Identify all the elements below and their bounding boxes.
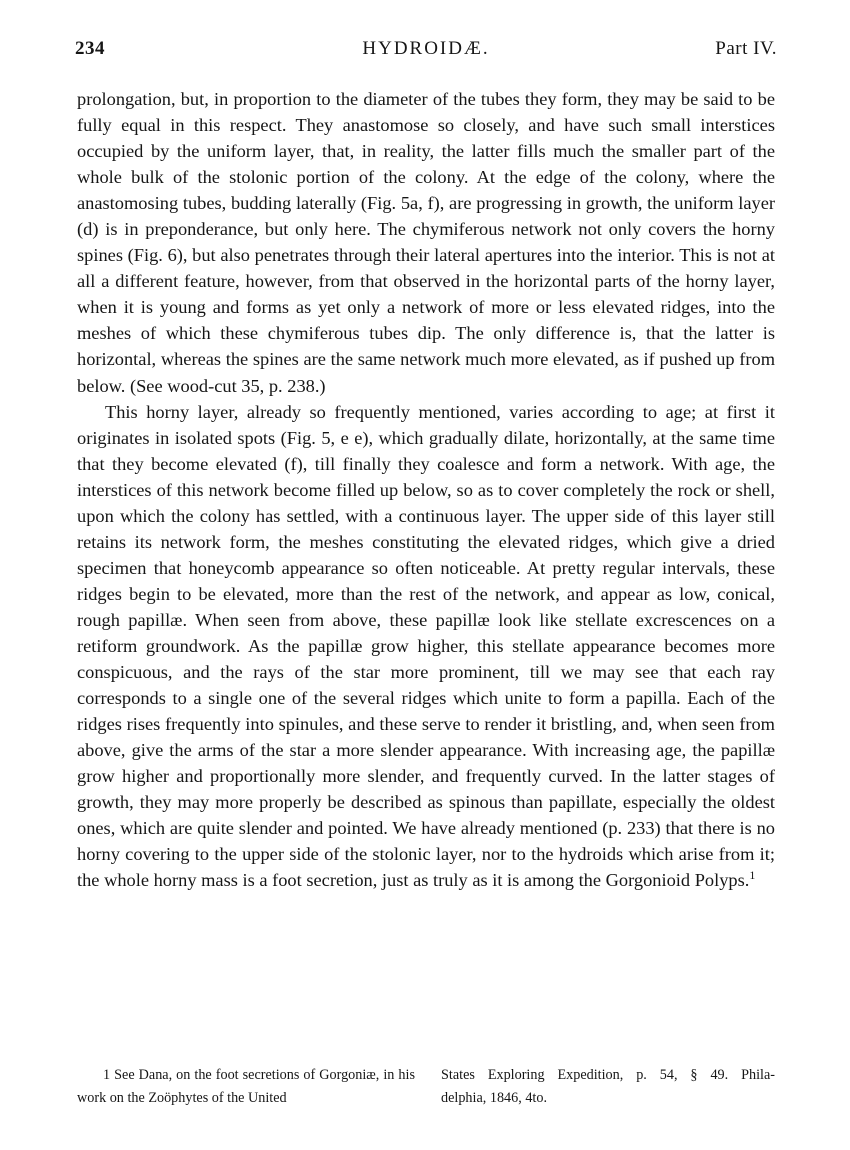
footnote-left-column: 1 See Dana, on the foot secretions of Gorgoniæ, in his work on the Zoöphytes of the United: [77, 1067, 415, 1106]
footnote-right-line-2: delphia, 1846, 4to.: [441, 1090, 547, 1106]
paragraph-2-text: This horny layer, already so frequently mentioned, varies according to age; at first it originates in isolated spots (Fig. 5, e e), which gradually dilate, horizontally, at the same time that they become elevated (f), till finally they coalesce and form a network. With age, the interstices of this network become filled up below, so as to cover completely the rock or shell, upon which the colony has settled, with a continuous layer. The upper side of this layer still retains its network form, the meshes constituting the elevated ridges, which give a dried specimen that honeycomb appearance so often noticeable. At pretty regular intervals, these ridges begin to be elevated, more than the rest of the network, and appear as low, conical, rough papillæ. When seen from above, these papillæ look like stellate excrescences on a retiform groundwork. As the papillæ grow higher, this stellate appearance becomes more conspicuous, and the rays of the star more prominent, till we may see that each ray corresponds to a single one of the several ridges which unite to form a papilla. Each of the ridges rises frequently into spinules, and these serve to render it bristling, and, when seen from above, give the arms of the star a more slender appearance. With increasing age, the papillæ grow higher and proportionally more slender, and frequently curved. In the latter stages of growth, they may more properly be described as spinous than papillate, especially the oldest ones, which are quite slender and pointed. We have already mentioned (p. 233) that there is no horny covering to the upper side of the stolonic layer, nor to the hydroids which arise from it; the whole horny mass is a foot secretion, just as truly as it is among the Gorgonioid Polyps.: [77, 401, 775, 891]
paragraph-1: prolongation, but, in proportion to the diameter of the tubes they form, they may be said to be fully equal in this respect. They anastomose so closely, and have such small interstices occupied by the uniform layer, that, in reality, the latter fills much the smaller part of the whole bulk of the stolonic portion of the colony. At the edge of the colony, where the anastomosing tubes, budding laterally (Fig. 5a, f), are progressing in growth, the uniform layer (d) is in preponderance, but only here. The chymiferous network not only covers the horny spines (Fig. 6), but also penetrates through their lateral apertures into the interior. This is not at all a different feature, however, from that observed in the horizontal parts of the horny layer, when it is young and forms as yet only a network of more or less elevated ridges, into the meshes of which these chymiferous tubes dip. The only difference is, that the latter is horizontal, whereas the spines are the same network much more elevated, as if pushed up from below. (See wood-cut 35, p. 238.): [77, 89, 775, 396]
running-header: [75, 38, 777, 68]
footnote-reference: 1: [749, 868, 756, 883]
footnote: [77, 1064, 775, 1110]
running-title: HYDROIDÆ.: [362, 38, 490, 59]
footnote-right-column: [441, 1064, 775, 1110]
paragraph-2: [77, 399, 775, 894]
page-number: 234: [75, 38, 105, 59]
footnote-right-line-1: States Exploring Expedition, p. 54, § 49. Phila-: [441, 1067, 775, 1083]
part-label: Part IV.: [715, 38, 777, 59]
body-text: [77, 86, 775, 893]
